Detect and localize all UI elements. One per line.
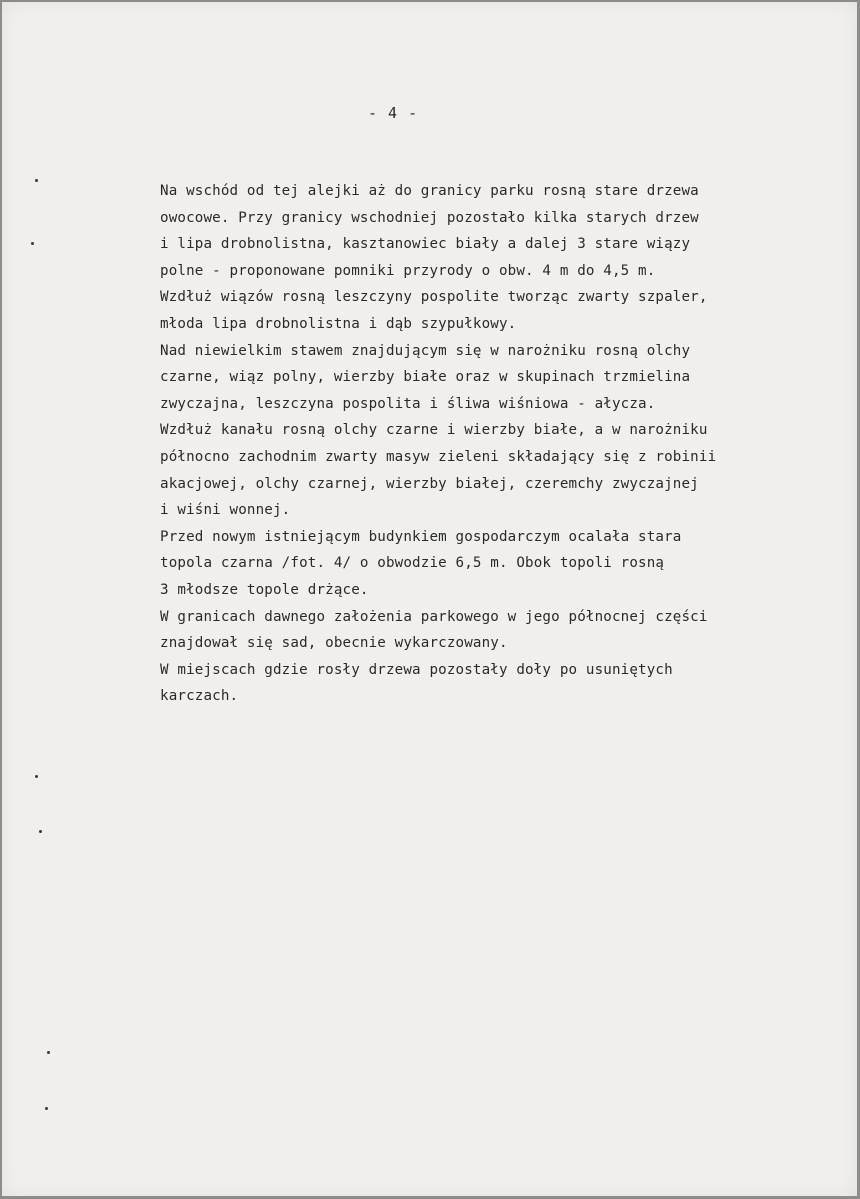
text-line: zwyczajna, leszczyna pospolita i śliwa wiśniowa - ałycza. <box>160 395 656 412</box>
margin-speck <box>45 1107 48 1110</box>
text-line: Na wschód od tej alejki aż do granicy parku rosną stare drzewa <box>160 183 699 199</box>
text-line: i wiśni wonnej. <box>160 502 291 519</box>
text-line: topola czarna /fot. 4/ o obwodzie 6,5 m. Obok topoli rosną <box>160 555 665 572</box>
text-line: W granicach dawnego założenia parkowego w jego północnej części <box>160 608 708 625</box>
text-line: znajdował się sad, obecnie wykarczowany. <box>160 635 508 652</box>
margin-speck <box>35 775 38 778</box>
text-line: Wzdłuż wiązów rosną leszczyny pospolite tworząc zwarty szpaler, <box>160 289 708 306</box>
margin-speck <box>31 242 34 245</box>
text-line: młoda lipa drobnolistna i dąb szypułkowy. <box>160 315 517 332</box>
text-line: karczach. <box>160 688 239 705</box>
text-line: 3 młodsze topole drżące. <box>160 581 369 598</box>
text-line: polne - proponowane pomniki przyrody o obw. 4 m do 4,5 m. <box>160 262 656 279</box>
text-line: W miejscach gdzie rosły drzewa pozostały doły po usuniętych <box>160 661 673 678</box>
text-line: północno zachodnim zwarty masyw zieleni składający się z robinii <box>160 448 717 465</box>
margin-speck <box>39 830 42 833</box>
text-line: czarne, wiąz polny, wierzby białe oraz w skupinach trzmielina <box>160 369 691 386</box>
page-number: - 4 - <box>368 104 419 122</box>
text-line: akacjowej, olchy czarnej, wierzby białej, czeremchy zwyczajnej <box>160 475 699 492</box>
text-line: Nad niewielkim stawem znajdującym się w narożniku rosną olchy <box>160 342 691 359</box>
document-page <box>2 2 857 1196</box>
text-line: i lipa drobnolistna, kasztanowiec biały a dalej 3 stare wiązy <box>160 236 691 253</box>
body-text <box>160 178 850 710</box>
margin-speck <box>35 179 38 182</box>
text-line: Wzdłuż kanału rosną olchy czarne i wierzby białe, a w narożniku <box>160 422 708 439</box>
text-line: owocowe. Przy granicy wschodniej pozostało kilka starych drzew <box>160 209 699 226</box>
margin-speck <box>47 1051 50 1054</box>
text-line: Przed nowym istniejącym budynkiem gospodarczym ocalała stara <box>160 528 682 545</box>
